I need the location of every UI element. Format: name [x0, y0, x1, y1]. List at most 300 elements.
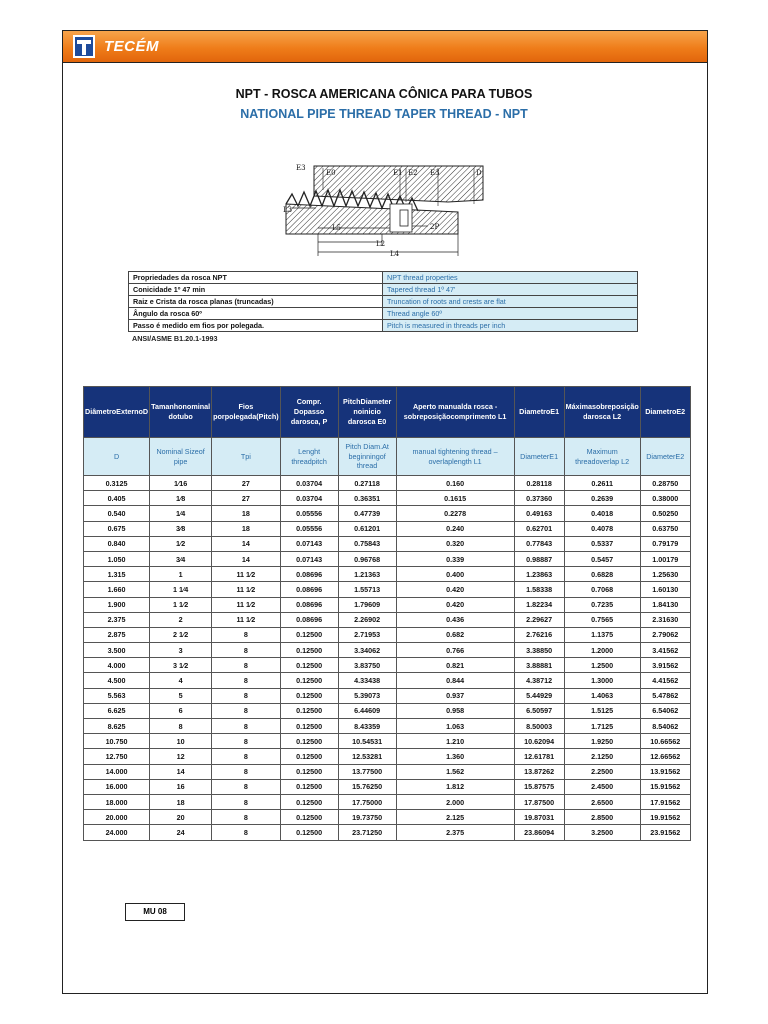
table-cell: 0.75843	[338, 536, 396, 551]
table-cell: 3	[150, 643, 212, 658]
table-cell: 0.682	[396, 627, 514, 642]
column-header-pt-line: passo da	[290, 407, 325, 426]
table-cell: 8.50003	[514, 719, 564, 734]
properties-table	[128, 271, 638, 332]
table-cell: 27	[212, 491, 281, 506]
column-header-en	[396, 438, 514, 476]
table-cell: 8	[212, 719, 281, 734]
table-cell: 0.77843	[514, 536, 564, 551]
table-row	[84, 688, 691, 703]
table-cell: 8	[212, 764, 281, 779]
column-header-pt-line: Fios por	[213, 402, 254, 421]
property-row	[129, 284, 638, 296]
column-header-pt-line: Diâmetro	[85, 407, 117, 417]
table-cell: 1.1375	[564, 627, 640, 642]
table-cell: 0.12500	[280, 810, 338, 825]
table-cell: 13.77500	[338, 764, 396, 779]
table-cell: 0.12500	[280, 719, 338, 734]
table-cell: 1.2500	[564, 658, 640, 673]
column-header-pt-line: comprimento L1	[450, 412, 507, 421]
table-cell: 8	[212, 627, 281, 642]
table-cell: 17.87500	[514, 794, 564, 809]
table-cell: 0.675	[84, 521, 150, 536]
table-cell: 23.91562	[640, 825, 690, 840]
table-row	[84, 567, 691, 582]
property-pt: Raiz e Crista da rosca planas (truncadas)	[129, 296, 383, 308]
table-cell: 3.34062	[338, 643, 396, 658]
table-cell: 0.12500	[280, 703, 338, 718]
table-row	[84, 597, 691, 612]
table-cell: 14	[150, 764, 212, 779]
table-cell: 3⁄8	[150, 521, 212, 536]
table-cell: 10.62094	[514, 734, 564, 749]
table-cell: 0.821	[396, 658, 514, 673]
table-cell: 0.96768	[338, 551, 396, 566]
table-cell: 17.75000	[338, 794, 396, 809]
table-cell: 0.5457	[564, 551, 640, 566]
column-header-en	[84, 438, 150, 476]
table-cell: 3.38850	[514, 643, 564, 658]
table-cell: 3.83750	[338, 658, 396, 673]
table-cell: 1.900	[84, 597, 150, 612]
table-cell: 0.08696	[280, 597, 338, 612]
table-cell: 2.26902	[338, 612, 396, 627]
table-cell: 2	[150, 612, 212, 627]
table-cell: 16.000	[84, 779, 150, 794]
table-cell: 2.31630	[640, 612, 690, 627]
svg-text:L2: L2	[376, 240, 386, 248]
table-cell: 20.000	[84, 810, 150, 825]
table-row	[84, 734, 691, 749]
table-cell: 8	[212, 703, 281, 718]
svg-text:E0: E0	[326, 169, 336, 177]
column-header-pt-line: Compr. Do	[293, 397, 322, 417]
column-header-en-line: E1	[549, 451, 559, 461]
property-pt: Ângulo da rosca 60º	[129, 308, 383, 320]
table-cell: 0.844	[396, 673, 514, 688]
table-cell: 0.12500	[280, 779, 338, 794]
table-cell: 8	[212, 779, 281, 794]
table-cell: 1⁄2	[150, 536, 212, 551]
table-cell: 2.875	[84, 627, 150, 642]
column-header-pt	[150, 387, 212, 438]
table-cell: 0.4078	[564, 521, 640, 536]
table-row	[84, 719, 691, 734]
table-cell: 6.44609	[338, 703, 396, 718]
table-cell: 12.750	[84, 749, 150, 764]
table-cell: 0.540	[84, 506, 150, 521]
column-header-en-line: Maximum thread	[575, 447, 618, 466]
table-cell: 0.12500	[280, 734, 338, 749]
table-cell: 0.2611	[564, 476, 640, 491]
column-header-en	[514, 438, 564, 476]
table-cell: 2.1250	[564, 749, 640, 764]
table-cell: 1.58338	[514, 582, 564, 597]
table-cell: 0.38000	[640, 491, 690, 506]
table-cell: 2.71953	[338, 627, 396, 642]
table-cell: 1.562	[396, 764, 514, 779]
property-en: Pitch is measured in threads per inch	[383, 320, 638, 332]
table-cell: 0.12500	[280, 764, 338, 779]
table-cell: 12.61781	[514, 749, 564, 764]
table-cell: 0.420	[396, 597, 514, 612]
column-header-en	[564, 438, 640, 476]
table-cell: 1.050	[84, 551, 150, 566]
table-cell: 0.12500	[280, 673, 338, 688]
table-cell: 1.812	[396, 779, 514, 794]
page-title-pt: NPT - ROSCA AMERICANA CÔNICA PARA TUBOS	[235, 87, 533, 101]
table-cell: 0.36351	[338, 491, 396, 506]
table-row	[84, 521, 691, 536]
table-cell: 14	[212, 536, 281, 551]
table-cell: 0.420	[396, 582, 514, 597]
table-row	[84, 703, 691, 718]
table-cell: 12.53281	[338, 749, 396, 764]
table-row	[84, 627, 691, 642]
table-cell: 0.62701	[514, 521, 564, 536]
svg-text:E3: E3	[296, 164, 306, 172]
table-cell: 4.33438	[338, 673, 396, 688]
table-cell: 10.66562	[640, 734, 690, 749]
table-cell: 0.08696	[280, 567, 338, 582]
table-cell: 5.47862	[640, 688, 690, 703]
table-cell: 4	[150, 673, 212, 688]
table-cell: 0.3125	[84, 476, 150, 491]
table-cell: 14	[212, 551, 281, 566]
column-header-pt-line: (Pitch)	[256, 412, 279, 421]
table-cell: 4.000	[84, 658, 150, 673]
table-row	[84, 779, 691, 794]
table-cell: 0.05556	[280, 521, 338, 536]
table-cell: 0.6828	[564, 567, 640, 582]
column-header-pt-line: Máxima	[565, 402, 592, 412]
column-header-pt-line: Pitch	[342, 397, 361, 407]
table-cell: 0.07143	[280, 536, 338, 551]
table-cell: 0.28750	[640, 476, 690, 491]
table-cell: 0.08696	[280, 582, 338, 597]
table-cell: 8	[212, 673, 281, 688]
table-cell: 1 1⁄4	[150, 582, 212, 597]
table-row	[84, 749, 691, 764]
table-cell: 27	[212, 476, 281, 491]
table-cell: 3 1⁄2	[150, 658, 212, 673]
table-cell: 2.79062	[640, 627, 690, 642]
table-row	[84, 643, 691, 658]
table-cell: 6.54062	[640, 703, 690, 718]
column-header-en-line: Tpi	[240, 451, 251, 461]
table-cell: 6.625	[84, 703, 150, 718]
column-header-en-line: of pipe	[173, 447, 205, 466]
table-cell: 0.400	[396, 567, 514, 582]
table-row	[84, 658, 691, 673]
column-header-pt	[396, 387, 514, 438]
column-header-pt	[640, 387, 690, 438]
svg-text:D: D	[476, 169, 482, 177]
table-cell: 0.5337	[564, 536, 640, 551]
column-header-pt-line: Externo	[116, 407, 143, 417]
table-cell: 0.320	[396, 536, 514, 551]
table-cell: 2.4500	[564, 779, 640, 794]
svg-text:E3: E3	[430, 169, 440, 177]
table-cell: 0.937	[396, 688, 514, 703]
column-header-pt-line: Aperto manual	[412, 402, 464, 412]
property-pt: Conicidade 1º 47 min	[129, 284, 383, 296]
table-cell: 1.210	[396, 734, 514, 749]
table-cell: 15.91562	[640, 779, 690, 794]
table-cell: 8	[212, 749, 281, 764]
table-cell: 1.21363	[338, 567, 396, 582]
table-cell: 5.44929	[514, 688, 564, 703]
table-cell: 11 1⁄2	[212, 567, 281, 582]
table-cell: 1.2000	[564, 643, 640, 658]
table-cell: 0.27118	[338, 476, 396, 491]
table-cell: 1.9250	[564, 734, 640, 749]
table-cell: 0.37360	[514, 491, 564, 506]
table-cell: 19.91562	[640, 810, 690, 825]
property-en: Truncation of roots and crests are flat	[383, 296, 638, 308]
property-en: NPT thread properties	[383, 272, 638, 284]
table-row	[84, 612, 691, 627]
table-cell: 0.05556	[280, 506, 338, 521]
property-pt: Passo é medido em fios por polegada.	[129, 320, 383, 332]
table-cell: 0.07143	[280, 551, 338, 566]
table-cell: 0.1615	[396, 491, 514, 506]
table-cell: 0.03704	[280, 491, 338, 506]
table-cell: 3.500	[84, 643, 150, 658]
table-cell: 2.8500	[564, 810, 640, 825]
table-cell: 2 1⁄2	[150, 627, 212, 642]
table-cell: 5.563	[84, 688, 150, 703]
npt-dimensions-table	[83, 386, 691, 841]
table-cell: 3.41562	[640, 643, 690, 658]
table-cell: 0.12500	[280, 658, 338, 673]
column-header-pt-line: Diametro	[645, 407, 677, 417]
table-cell: 18	[212, 521, 281, 536]
table-cell: 18	[212, 506, 281, 521]
table-row	[84, 764, 691, 779]
table-cell: 0.08696	[280, 612, 338, 627]
table-cell: 10	[150, 734, 212, 749]
table-cell: 0.98887	[514, 551, 564, 566]
table-cell: 8	[212, 734, 281, 749]
table-cell: 0.7068	[564, 582, 640, 597]
column-header-en-line: overlap L2	[595, 456, 630, 466]
table-cell: 1⁄16	[150, 476, 212, 491]
column-header-pt	[514, 387, 564, 438]
table-cell: 0.7565	[564, 612, 640, 627]
column-header-en-line: E2	[675, 451, 685, 461]
column-header-en-line: pitch	[311, 456, 327, 466]
table-cell: 0.12500	[280, 643, 338, 658]
column-header-pt-line: rosca E0	[356, 416, 387, 426]
table-cell: 8	[212, 794, 281, 809]
table-cell: 0.766	[396, 643, 514, 658]
table-cell: 8	[212, 810, 281, 825]
column-header-pt	[280, 387, 338, 438]
table-cell: 1.25630	[640, 567, 690, 582]
table-cell: 0.2278	[396, 506, 514, 521]
table-cell: 5	[150, 688, 212, 703]
column-header-en-line: manual tightening thread –	[412, 447, 498, 457]
column-header-pt-line: tubo	[177, 412, 193, 421]
table-cell: 0.47739	[338, 506, 396, 521]
column-header-pt-line: Diametro	[519, 407, 551, 417]
table-row	[84, 582, 691, 597]
column-header-en	[150, 438, 212, 476]
property-row	[129, 320, 638, 332]
table-cell: 23.86094	[514, 825, 564, 840]
column-header-en-line: overlap	[428, 456, 453, 466]
column-header-pt	[212, 387, 281, 438]
table-row	[84, 491, 691, 506]
table-cell: 8.43359	[338, 719, 396, 734]
column-header-pt	[338, 387, 396, 438]
table-cell: 2.2500	[564, 764, 640, 779]
column-header-en-line: length L1	[452, 456, 482, 466]
table-cell: 23.71250	[338, 825, 396, 840]
table-cell: 0.958	[396, 703, 514, 718]
column-header-pt-line: da rosca - sobreposição	[403, 402, 498, 421]
table-cell: 1.82234	[514, 597, 564, 612]
table-cell: 2.375	[84, 612, 150, 627]
header-banner	[62, 30, 708, 63]
table-cell: 1.660	[84, 582, 150, 597]
table-cell: 1.60130	[640, 582, 690, 597]
table-cell: 0.63750	[640, 521, 690, 536]
table-cell: 11 1⁄2	[212, 612, 281, 627]
table-cell: 6.50597	[514, 703, 564, 718]
table-cell: 0.12500	[280, 794, 338, 809]
table-cell: 13.87262	[514, 764, 564, 779]
column-header-en	[280, 438, 338, 476]
table-row	[84, 476, 691, 491]
svg-text:L5: L5	[332, 224, 342, 232]
table-cell: 0.2639	[564, 491, 640, 506]
table-cell: 4.41562	[640, 673, 690, 688]
table-cell: 16	[150, 779, 212, 794]
property-row	[129, 272, 638, 284]
column-header-en	[640, 438, 690, 476]
table-cell: 1.7125	[564, 719, 640, 734]
thread-diagram	[278, 160, 490, 260]
table-cell: 1.00179	[640, 551, 690, 566]
table-cell: 3⁄4	[150, 551, 212, 566]
table-cell: 4.500	[84, 673, 150, 688]
table-cell: 10.750	[84, 734, 150, 749]
table-cell: 1.360	[396, 749, 514, 764]
table-cell: 14.000	[84, 764, 150, 779]
column-header-en-line: At beginning	[348, 442, 389, 461]
table-cell: 2.76216	[514, 627, 564, 642]
table-cell: 0.840	[84, 536, 150, 551]
table-cell: 0.49163	[514, 506, 564, 521]
column-header-pt-line: E2	[676, 407, 686, 417]
table-row	[84, 673, 691, 688]
table-cell: 3.2500	[564, 825, 640, 840]
table-cell: 6	[150, 703, 212, 718]
property-row	[129, 308, 638, 320]
table-cell: 1.79609	[338, 597, 396, 612]
table-cell: 17.91562	[640, 794, 690, 809]
table-cell: 8	[212, 643, 281, 658]
table-cell: 0.240	[396, 521, 514, 536]
table-cell: 0.4018	[564, 506, 640, 521]
table-cell: 0.339	[396, 551, 514, 566]
column-header-en	[338, 438, 396, 476]
column-header-pt-line: polegada	[224, 412, 257, 421]
table-cell: 13.91562	[640, 764, 690, 779]
table-cell: 1.55713	[338, 582, 396, 597]
column-header-pt-line: Tamanho	[151, 402, 183, 412]
table-cell: 3.88881	[514, 658, 564, 673]
table-cell: 2.29627	[514, 612, 564, 627]
table-cell: 0.79179	[640, 536, 690, 551]
table-row	[84, 810, 691, 825]
table-cell: 18.000	[84, 794, 150, 809]
table-cell: 12.66562	[640, 749, 690, 764]
column-header-pt-line: nominal do	[168, 402, 211, 421]
table-cell: 8	[212, 825, 281, 840]
table-cell: 19.73750	[338, 810, 396, 825]
table-cell: 1.3000	[564, 673, 640, 688]
table-cell: 0.12500	[280, 825, 338, 840]
column-header-en	[212, 438, 281, 476]
column-header-en-line: Lenght thread	[291, 447, 321, 466]
table-cell: 0.50250	[640, 506, 690, 521]
table-cell: 1	[150, 567, 212, 582]
table-cell: 0.12500	[280, 627, 338, 642]
table-cell: 1 1⁄2	[150, 597, 212, 612]
column-header-pt-line: E1	[550, 407, 560, 417]
table-cell: 8	[150, 719, 212, 734]
logo-text: TECÉM	[104, 38, 159, 55]
tecem-t-logo-icon	[73, 35, 95, 58]
table-cell: 2.000	[396, 794, 514, 809]
table-cell: 1.23863	[514, 567, 564, 582]
column-header-en-line: Diameter	[646, 451, 676, 461]
table-cell: 15.76250	[338, 779, 396, 794]
column-header-en-line: Diameter	[520, 451, 550, 461]
column-header-pt-line: Diameter no	[353, 397, 392, 417]
table-cell: 1.315	[84, 567, 150, 582]
table-cell: 1⁄8	[150, 491, 212, 506]
table-cell: 0.436	[396, 612, 514, 627]
table-cell: 0.28118	[514, 476, 564, 491]
svg-text:E1: E1	[393, 169, 403, 177]
table-cell: 8.54062	[640, 719, 690, 734]
property-en: Thread angle 60º	[383, 308, 638, 320]
table-cell: 12	[150, 749, 212, 764]
table-cell: 4.38712	[514, 673, 564, 688]
table-row	[84, 506, 691, 521]
table-row	[84, 794, 691, 809]
svg-text:L4: L4	[390, 250, 400, 258]
table-cell: 15.87575	[514, 779, 564, 794]
table-cell: 2.6500	[564, 794, 640, 809]
table-cell: 11 1⁄2	[212, 582, 281, 597]
table-cell: 3.91562	[640, 658, 690, 673]
column-header-pt-line: D	[142, 407, 149, 417]
column-header-pt-line: sobreposição da	[583, 402, 639, 421]
table-cell: 24.000	[84, 825, 150, 840]
page-title-en: NATIONAL PIPE THREAD TAPER THREAD - NPT	[240, 107, 528, 121]
table-cell: 0.405	[84, 491, 150, 506]
column-header-en-line: of thread	[356, 451, 386, 471]
table-cell: 0.12500	[280, 749, 338, 764]
document-code-box: MU 08	[125, 903, 185, 921]
property-pt: Propriedades da rosca NPT	[129, 272, 383, 284]
column-header-pt-line: rosca L2	[591, 412, 622, 421]
